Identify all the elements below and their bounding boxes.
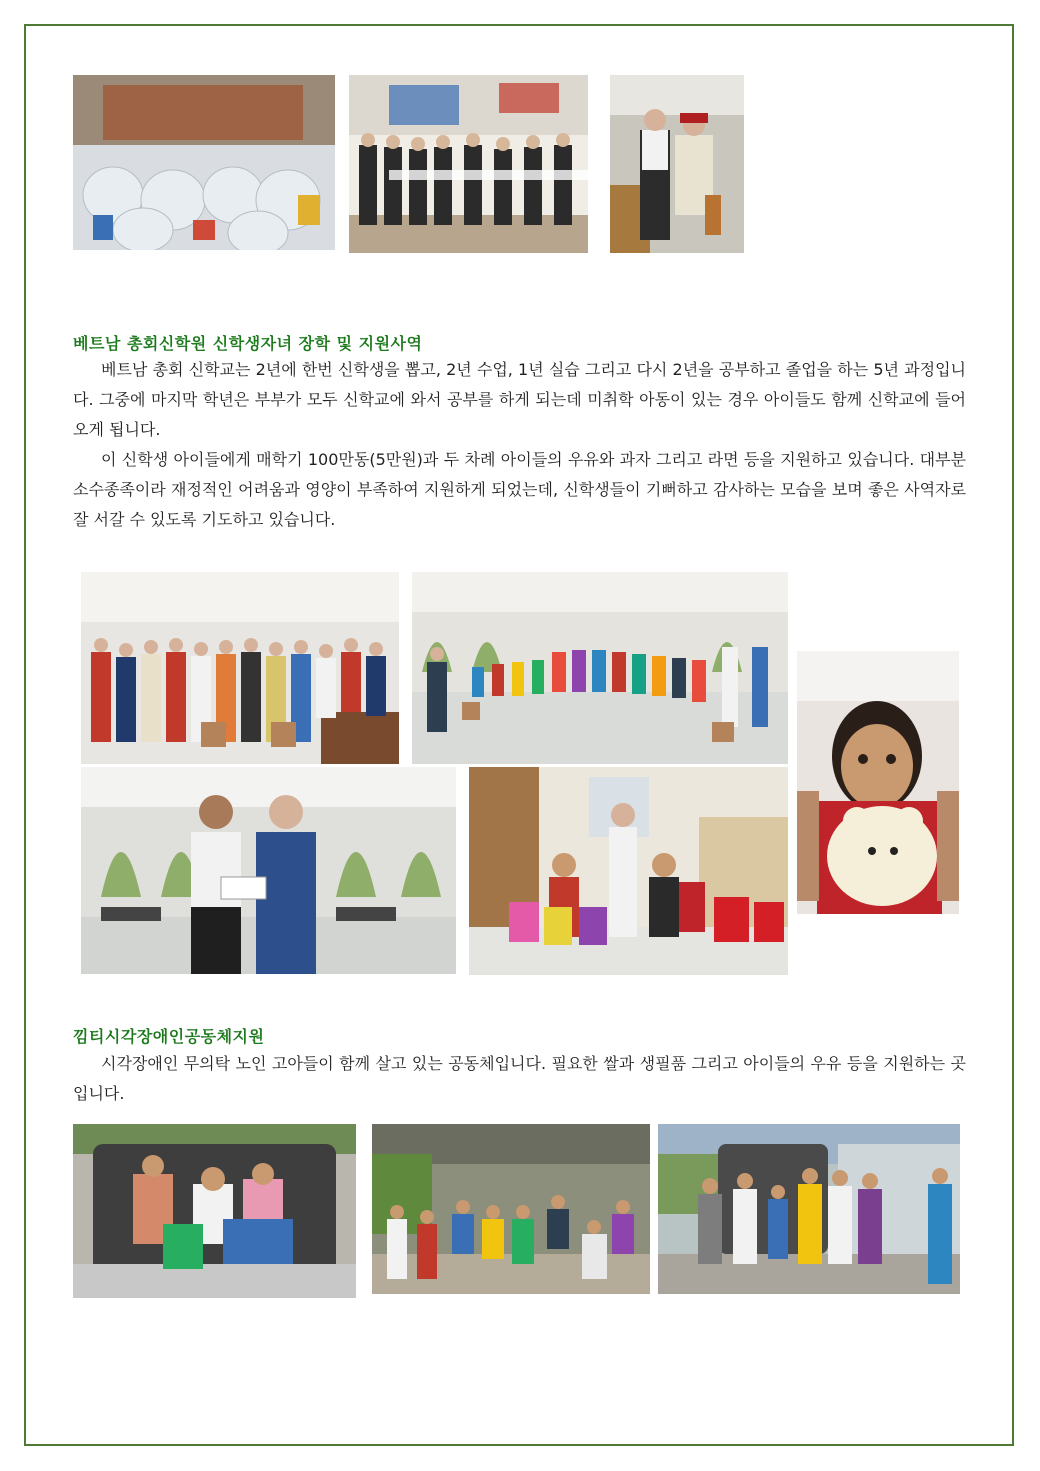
- photo-community-gathering: [372, 1124, 650, 1294]
- photo-group-van: [658, 1124, 960, 1294]
- photo-children-circle: [412, 572, 788, 764]
- photo-handshake-envelope: [81, 767, 456, 974]
- photo-classroom-chairs: [469, 767, 788, 975]
- photo-families-hall: [81, 572, 399, 764]
- photo-two-people: [610, 75, 744, 253]
- photo-kids-car-trunk: [73, 1124, 356, 1298]
- paragraph: 베트남 총회 신학교는 2년에 한번 신학생을 뽑고, 2년 수업, 1년 실습 그리고 다시 2년을 공부하고 졸업을 하는 5년 과정입니다. 그중에 마지막 학년은 부부가 모두 신학교에 와서 공부를 하게 되는데 미취학 아동이 있는 경우 아이들도 함께 신학교에 들어오게 됩니다.: [73, 360, 966, 439]
- section-body-blind-community: [73, 1049, 966, 1109]
- photo-church-group: [349, 75, 588, 253]
- section-heading-scholarship: 베트남 총회신학원 신학생자녀 장학 및 지원사역: [73, 334, 423, 353]
- paragraph: 이 신학생 아이들에게 매학기 100만동(5만원)과 두 차례 아이들의 우유와 과자 그리고 라면 등을 지원하고 있습니다. 대부분 소수종족이라 재정적인 어려움과 영양이 부족하여 지원하게 되었는데, 신학생들이 기뻐하고 감사하는 모습을 보며 좋은 사역자로 잘 서갈 수 있도록 기도하고 있습니다.: [73, 450, 966, 529]
- section-heading-blind-community: 낌티시각장애인공동체지원: [73, 1027, 265, 1046]
- photo-girl-teddy: [797, 651, 959, 914]
- section-body-scholarship: [73, 355, 966, 535]
- photo-relief-bags: [73, 75, 335, 250]
- paragraph: 시각장애인 무의탁 노인 고아들이 함께 살고 있는 공동체입니다. 필요한 쌀과 생필품 그리고 아이들의 우유 등을 지원하는 곳입니다.: [73, 1054, 966, 1103]
